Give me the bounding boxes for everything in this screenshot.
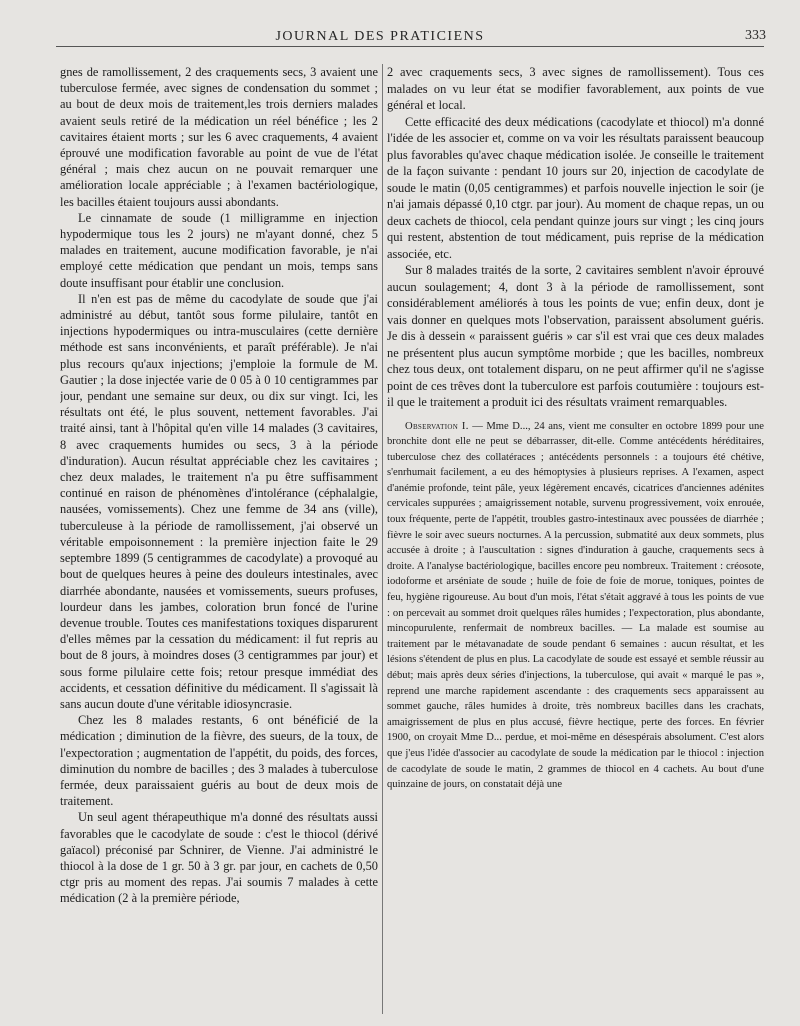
observation-block <box>387 419 764 793</box>
paragraph: Sur 8 malades traités de la sorte, 2 cavitaires semblent n'avoir éprouvé aucun soulagement; 4, dont 3 à la période de ramollissement, sont considérablement améliorés à tous les points de vue; enfin deux, dont je vais donner en quelques mots l'observation, paraissent absolument guéris. Je dis à dessein « paraissent guéris » car s'il est vrai que ces deux malades ne présentent plus aucun symptôme morbide ; que les bacilles, nombreux chez tous deux, ont totalement disparu, on ne peut affirmer qu'il ne s'agisse point de ces trêves dont la tuberculore est parfois coutumière : toujours est-il que le traitement a produit ici des résultats vraiment remarquables. <box>387 263 764 409</box>
observation-text: — Mme D..., 24 ans, vient me consulter en octobre 1899 pour une bronchite dont elle ne peut se débarrasser, dit-elle. Comme antécédents héréditaires, tuberculose chez des collatéraces ; antécédents personnels : a toujours été chétive, s'enrhumait facilement, a eu des hémoptysies à plusieurs reprises. A l'examen, aspect d'anémie profonde, teint pâle, yeux légèrement encavés, cicatrices d'anciennes adénites cervicales suppurées ; amaigrissement notable, survenu progressivement, voix enrouée, toux fréquente, perte de l'appétit, troubles gastro-intestinaux avec poussées de diarrhée ; fièvre le soir avec sueurs nocturnes. A la percussion, submatité aux deux sommets, plus accusée à droite ; à l'auscultation : signes d'induration à gauche, craquements secs à droite. A l'analyse bactériologique, bacilles encore peu nombreux. Traitement : créosote, iodoforme et arséniate de soude ; huile de foie de foie de morue, toniques, pointes de feu, hygiène rigoureuse. Au bout d'un mois, l'état s'était aggravé à tous les points de vue : on percevait au sommet droit quelques râles humides ; l'expectoration, plus abondante, mincopurulente, renfermait de nombreux bacilles. — La malade est soumise au traitement par le métavanadate de soude pendant 6 semaines : aucun résultat, et les lésions s'étendent de plus en plus. La cacodylate de soude est essayé et semble réussir au début; mais après deux séries d'injections, la tuberculose, qui avait « marqué le pas », reprend une marche rapidement ascendante : des craquements secs apparaissent au sommet gauche, râles humides à droite, très nombreux bacilles dans les crachats, amaigrissement de plus en plus accusé, fièvre hectique, perte des forces. En février 1900, on croyait Mme D... perdue, et moi-même en désespérais absolument. C'est alors que j'eus l'idée d'associer au cacodylate de soude la médication par le thiocol : injection de cacodylate de soude le matin, 2 grammes de thiocol en 4 cachets. Au bout d'une quinzaine de jours, on constatait déjà une <box>387 420 764 791</box>
observation-label: Observation I. <box>405 420 469 432</box>
right-column <box>387 64 764 793</box>
paragraph: Chez les 8 malades restants, 6 ont bénéficié de la médication ; diminution de la fièvre, des sueurs, de la toux, de l'expectoration ; augmentation de l'appétit, du poids, des forces, diminution du nombre de bacilles ; des 3 malades à tuberculose fermée, deux paraissaient guéris au bout de deux mois de traitement. <box>60 713 378 809</box>
header-rule <box>56 46 764 47</box>
right-main-text <box>387 64 764 411</box>
running-header: JOURNAL DES PRATICIENS <box>275 29 485 44</box>
observation-paragraph <box>387 419 764 793</box>
page-number: 333 <box>745 28 766 43</box>
paragraph: Le cinnamate de soude (1 milligramme en injection hypodermique tous les 2 jours) ne m'ayant donné, chez 5 malades en traitement, aucune modification favorable, je n'ai employé cette médication que pendant un mois, temps sans doute insuffisant pour établir une conclusion. <box>60 210 378 290</box>
paragraph: Il n'en est pas de même du cacodylate de soude que j'ai administré au début, tantôt sous forme pilulaire, tantôt en injections hypodermiques ou intra-musculaires (cette dernière méthode est sans inconvénients, et paraît préférable). Je n'ai plus recours qu'aux injections; j'emploie la formule de M. Gautier ; la dose injectée varie de 0 05 à 0 10 centigrammes par jour, pendant une semaine sur deux, ou dix sur vingt. Ici, les résultats ont été, le plus souvent, nettement favorables. J'ai traité ainsi, tant à l'hôpital qu'en ville 14 malades (3 cavitaires, 8 avec craquements humides ou secs, 3 à la période d'induration). Aucun résultat appréciable chez les cavitaires ; chez deux malades, le traitement n'a pu être suffisamment continué en raison de phénomènes d'intolérance (céphalalgie, nausées, vomissements). Chez une femme de 34 ans (ville), tuberculeuse à la période de ramollissement, j'ai observé un véritable empoisonnement : la première injection faite le 29 septembre 1899 (5 centigrammes de cacodylate) a provoqué au bout de quelques heures à peine des douleurs intestinales, avec diarrhée abondante, nausées et vomissements, sueurs profuses, lourdeur dans les jambes, coloration brun foncé de l'urine devenue trouble. Toutes ces manifestations toxiques disparurent d'elles mêmes par la cessation du médicament: il fut repris au bout de 8 jours, à moindres doses (3 centigrammes par jour) et sous forme pilulaire cette fois; retour presque immédiat des accidents, et cessation définitive du médicament. Il s'agissait là sans aucun doute d'une véritable idiosyncrasie. <box>60 291 378 711</box>
paragraph: Cette efficacité des deux médications (cacodylate et thiocol) m'a donné l'idée de les associer et, comme on va voir les résultats paraissent beaucoup plus favorables qu'avec chaque médication isolée. Je conseille le traitement de la façon suivante : pendant 10 jours sur 20, injection de cacodylate de soude le matin (0,05 centigrammes) et parfois nouvelle injection le soir (je n'ai jamais dépassé 0,10 ctgr. par jour). Au moment de chaque repas, un ou deux cachets de thiocol, cela pendant quinze jours sur vingt ; les cinq jours qui restent, abstention de tout médicament, puis reprise de la médication associée, etc. <box>387 114 764 261</box>
paragraph: Un seul agent thérapeuthique m'a donné des résultats aussi favorables que le cacodylate de soude : c'est le thiocol (dérivé gaïacol) préconisé par Schnirer, de Vienne. J'ai administré le thiocol à la dose de 1 gr. 50 à 3 gr. par jour, en cachets de 0,50 ctgr pris au moment des repas. J'ai soumis 7 malades à cette médication (2 à la première période, <box>60 810 378 906</box>
left-column <box>60 64 378 907</box>
column-divider <box>382 64 383 1014</box>
paragraph: 2 avec craquements secs, 3 avec signes de ramollissement). Tous ces malades on vu leur état se modifier favorablement, aux points de vue général et local. <box>387 65 764 112</box>
paragraph: gnes de ramollissement, 2 des craquements secs, 3 avaient une tuberculose fermée, avec signes de condensation du sommet ; au bout de deux mois de traitement,les trois derniers malades avaient seuls retiré de la médication un réel bénéfice ; les 2 cavitaires étaient morts ; sur les 6 avec craquements, 4 avaient éprouvé une modification favorable au point de vue de l'état général ; mais chez aucun on ne pouvait remarquer une amélioration locale appréciable ; à l'examen bactériologique, les bacilles étaient toujours aussi abondants. <box>60 65 378 209</box>
